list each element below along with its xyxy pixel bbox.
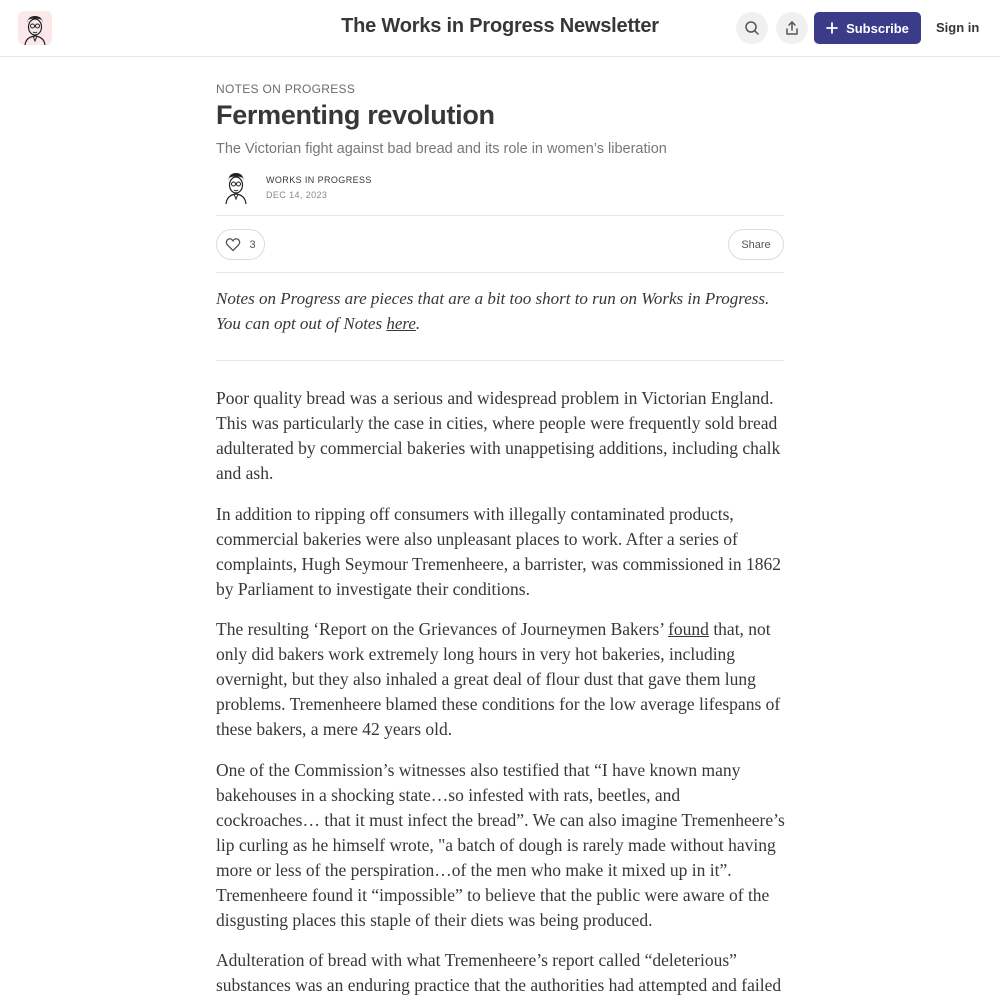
portrait-logo-icon[interactable]	[18, 11, 52, 45]
paragraph: Adulteration of bread with what Tremenheere’s report called “deleterious” substances was an enduring practice that the authorities had attempted and failed	[216, 950, 782, 995]
paragraph-text: The resulting ‘Report on the Grievances of Journeymen Bakers’	[216, 619, 669, 639]
share-button[interactable]: Share	[728, 229, 784, 260]
paragraph-text: that, not only did bakers work extremely long hours in very hot bakeries, including overnight, but they also inhaled a great deal of flour dust that gave them lung problems. Tremenheere blamed these conditions for the low average lifespans of these bakers, a mere 42 years old.	[216, 619, 781, 739]
like-count: 3	[249, 238, 256, 251]
divider	[216, 272, 784, 273]
subscribe-label: Subscribe	[846, 20, 909, 36]
search-button[interactable]	[736, 12, 768, 44]
paragraph	[216, 617, 786, 742]
divider	[216, 215, 784, 216]
opt-out-link[interactable]: here	[386, 314, 416, 333]
found-link[interactable]: found	[668, 619, 709, 639]
article-title: Fermenting revolution	[216, 100, 495, 130]
note-text-end: .	[415, 314, 421, 333]
search-icon	[744, 20, 760, 36]
share-top-button[interactable]	[776, 12, 808, 44]
heart-icon	[225, 237, 241, 252]
publish-date: DEC 14, 2023	[266, 190, 328, 200]
paragraph: In addition to ripping off consumers with illegally contaminated products, commercial bakeries were also unpleasant places to work. After a series of complaints, Hugh Seymour Tremenheere, a barrister, was commissioned in 1862 by Parliament to investigate their conditions.	[216, 503, 782, 599]
note-text: Notes on Progress are pieces that are a bit too short to run on Works in Progress. You can opt out of Notes	[216, 289, 770, 333]
divider	[216, 360, 784, 361]
subscribe-button[interactable]	[814, 12, 921, 44]
author-name[interactable]: WORKS IN PROGRESS	[266, 175, 372, 185]
section-kicker[interactable]: NOTES ON PROGRESS	[216, 82, 356, 96]
site-title-link[interactable]: The Works in Progress Newsletter	[341, 15, 659, 37]
paragraph: Poor quality bread was a serious and widespread problem in Victorian England. This was particularly the case in cities, where people were frequently sold bread adulterated by commercial bakeries with unappetising additions, including chalk and ash.	[216, 388, 781, 483]
plus-icon	[826, 22, 838, 34]
paragraph: One of the Commission’s witnesses also testified that “I have known many bakehouses in a shocking state…so infested with rats, beetles, and cockroaches… that it must infect the bread”. We can also imagine Tremenheere’s lip curling as he himself wrote, "a batch of dough is rarely made without having more or less of the perspiration…of the men who make it mixed up in it”. Tremenheere found it “impossible” to believe that the public were aware of the disgusting places this staple of their diets was being produced.	[216, 759, 785, 930]
notes-disclaimer	[216, 286, 784, 336]
share-icon	[784, 20, 800, 36]
like-button[interactable]	[216, 229, 265, 260]
article-body	[216, 386, 786, 1000]
sign-in-link[interactable]: Sign in	[936, 20, 980, 35]
author-portrait-icon[interactable]	[220, 170, 252, 204]
article-subtitle: The Victorian fight against bad bread and its role in women’s liberation	[216, 141, 667, 157]
top-bar	[0, 0, 1000, 57]
